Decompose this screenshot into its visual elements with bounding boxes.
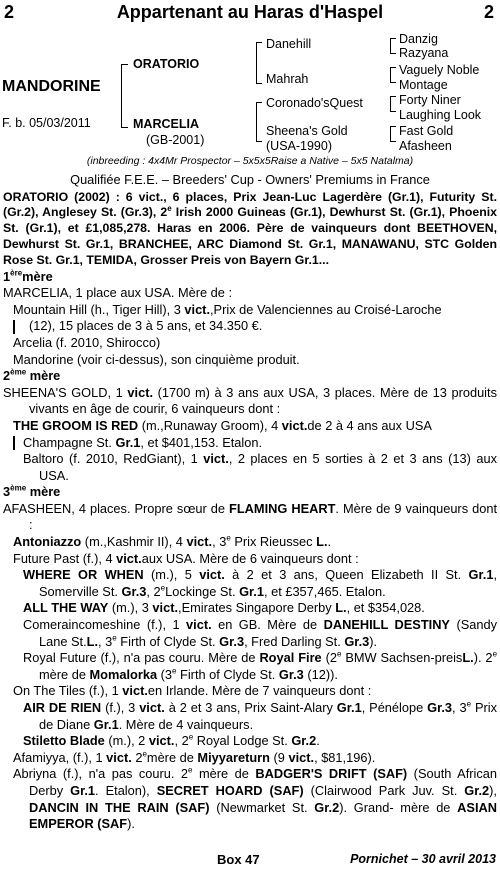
produce-mountain-hill: Mountain Hill (h., Tiger Hill), 3 vict.,Prix de Valenciennes au Croisé-Laroche bbox=[13, 301, 442, 317]
first-dam-heading: 1èremère bbox=[3, 268, 53, 284]
horse-name: MANDORINE bbox=[2, 78, 101, 95]
bracket-dam-parents bbox=[256, 102, 262, 142]
gen3-montage: Montage bbox=[399, 78, 448, 92]
dam-origin: (GB-2001) bbox=[146, 133, 205, 147]
produce-royal-future: Royal Future (f.), n'a pas couru. Mère de Royal Fire (2e BMW Sachsen-preisL.). 2e mère de Momalorka (3e Firth of Clyde St. Gr.3 (12)). bbox=[23, 649, 498, 682]
gen2-sheenas-gold: Sheena's Gold bbox=[266, 124, 348, 138]
gen3-vaguely-noble: Vaguely Noble bbox=[399, 63, 480, 77]
produce-future-past: Future Past (f.), 4 vict.aux USA. Mère de 6 vainqueurs dont : bbox=[13, 550, 359, 566]
produce-abriyna: Abriyna (f.), n'a pas couru. 2e mère de BADGER'S DRIFT (SAF) (South African Derby Gr.1. Etalon), SECRET HOARD (SAF) (Clairwood Park Juv. St. Gr.2), DANCIN IN THE RAIN (SAF) (Newmarket St. Gr.2). Grand- mère de ASIAN EMPEROR (SAF). bbox=[13, 766, 497, 832]
produce-groom-is-red: THE GROOM IS RED (m.,Runaway Groom), 4 vict.de 2 à 4 ans aux USA bbox=[13, 417, 432, 433]
gen2-danehill: Danehill bbox=[266, 37, 312, 51]
produce-afamiyya: Afamiyya, (f.), 1 vict. 2emère de Miyyareturn (9 vict., $81,196). bbox=[13, 749, 376, 765]
gen3-forty-niner: Forty Niner bbox=[399, 93, 461, 107]
produce-baltoro: Baltoro (f. 2010, RedGiant), 1 vict., 2 places en 5 sorties à 2 et 3 ans (13) aux USA. bbox=[23, 451, 497, 483]
produce-mandorine: Mandorine (voir ci-dessus), son cinquième produit. bbox=[13, 351, 300, 367]
produce-mountain-hill-cont: (12), 15 places de 3 à 5 ans, et 34.350 €. bbox=[3, 318, 497, 335]
produce-arcelia: Arcelia (f. 2010, Shirocco) bbox=[13, 334, 161, 350]
line-marker bbox=[13, 320, 15, 334]
catalogue-body bbox=[3, 172, 497, 833]
gen3-laughing-look: Laughing Look bbox=[399, 108, 482, 122]
bracket-gen3-2 bbox=[390, 67, 396, 83]
gen3-danzig: Danzig bbox=[399, 32, 438, 46]
first-dam-text: MARCELIA, 1 place aux USA. Mère de : bbox=[3, 285, 233, 301]
dam-name: MARCELIA bbox=[133, 117, 199, 131]
sale-place-date: Pornichet – 30 avril 2013 bbox=[350, 852, 496, 866]
second-dam-heading: 2ème mère bbox=[3, 367, 61, 384]
sire-name: ORATORIO bbox=[133, 57, 200, 71]
second-dam-text: SHEENA'S GOLD, 1 vict. (1700 m) à 3 ans aux USA, 3 places. Mère de 13 produits vivants en âge de courir, 6 vainqueurs dont : bbox=[3, 384, 497, 417]
horse-info: F. b. 05/03/2011 bbox=[2, 116, 91, 130]
bracket-sire-dam bbox=[121, 64, 128, 128]
bracket-gen3-3 bbox=[390, 96, 396, 112]
produce-comeraincomeshine: Comeraincomeshine (f.), 1 vict. en GB. Mère de DANEHILL DESTINY (Sandy Lane St.L., 3e Firth of Clyde St. Gr.3, Fred Darling St. Gr.3). bbox=[23, 617, 497, 649]
line-marker bbox=[13, 436, 15, 450]
produce-air-de-rien: AIR DE RIEN (f.), 3 vict. à 2 et 3 ans, Prix Saint-Alary Gr.1, Pénélope Gr.3, 3e Prix de Diane Gr.1. Mère de 4 vainqueurs. bbox=[23, 699, 498, 732]
produce-where-or-when: WHERE OR WHEN (m.), 5 vict. à 2 et 3 ans, Queen Elizabeth II St. Gr.1, Somerville St. Gr.3, 2eLockinge St. Gr.1, et £357,465. Etalon. bbox=[23, 567, 498, 599]
bracket-sire-parents bbox=[256, 42, 262, 84]
gen3-fast-gold: Fast Gold bbox=[399, 124, 454, 138]
lot-number-right: 2 bbox=[483, 2, 494, 22]
bracket-gen3-1 bbox=[390, 38, 396, 54]
page-title: Appartenant au Haras d'Haspel bbox=[116, 2, 384, 22]
gen2-sheenas-gold-origin: (USA-1990) bbox=[266, 139, 332, 153]
produce-antoniazzo: Antoniazzo (m.,Kashmir II), 4 vict., 3e Prix Rieussec L.. bbox=[13, 533, 332, 550]
gen2-coronados-quest: Coronado'sQuest bbox=[266, 96, 363, 110]
third-dam-text: AFASHEEN, 4 places. Propre sœur de FLAMING HEART. Mère de 9 vainqueurs dont : bbox=[3, 500, 498, 533]
produce-on-the-tiles: On The Tiles (f.), 1 vict.en Irlande. Mère de 7 vainqueurs dont : bbox=[13, 683, 372, 699]
gen3-razyana: Razyana bbox=[399, 46, 449, 60]
qualification-line: Qualifiée F.E.E. – Breeders' Cup - Owners' Premiums in France bbox=[70, 172, 430, 187]
produce-groom-is-red-cont: Champagne St. Gr.1, et $401,153. Etalon. bbox=[3, 435, 497, 452]
gen3-afasheen: Afasheen bbox=[399, 139, 452, 153]
produce-stiletto-blade: Stiletto Blade (m.), 2 vict., 2e Royal Lodge St. Gr.2. bbox=[23, 732, 320, 749]
box-number: Box 47 bbox=[217, 852, 260, 867]
produce-all-the-way: ALL THE WAY (m.), 3 vict.,Emirates Singapore Derby L., et $354,028. bbox=[23, 600, 425, 616]
lot-number-left: 2 bbox=[4, 2, 15, 22]
gen2-mahrah: Mahrah bbox=[266, 72, 309, 86]
inbreeding-note: (inbreeding : 4x4Mr Prospector – 5x5x5Raise a Native – 5x5 Natalma) bbox=[86, 155, 414, 167]
sire-summary: ORATORIO (2002) : 6 vict., 6 places, Prix Jean-Luc Lagerdère (Gr.1), Futurity St. (Gr.2), Anglesey St. (Gr.3), 2e Irish 2000 Guineas (Gr.1), Dewhurst St. (Gr.1), Phoenix St. (Gr.1), et £1,085,278. Haras en 2006. Père de vainqueurs dont BEETHOVEN, Dewhurst St. Gr.1, BRANCHEE, ARC Diamond St. Gr.1, MANAWANU, STC Golden Rose St. Gr.1, TEMIDA, Grosser Preis von Bayern Gr.1... bbox=[3, 189, 497, 267]
bracket-gen3-4 bbox=[390, 126, 396, 142]
third-dam-heading: 3ème mère bbox=[3, 484, 61, 500]
